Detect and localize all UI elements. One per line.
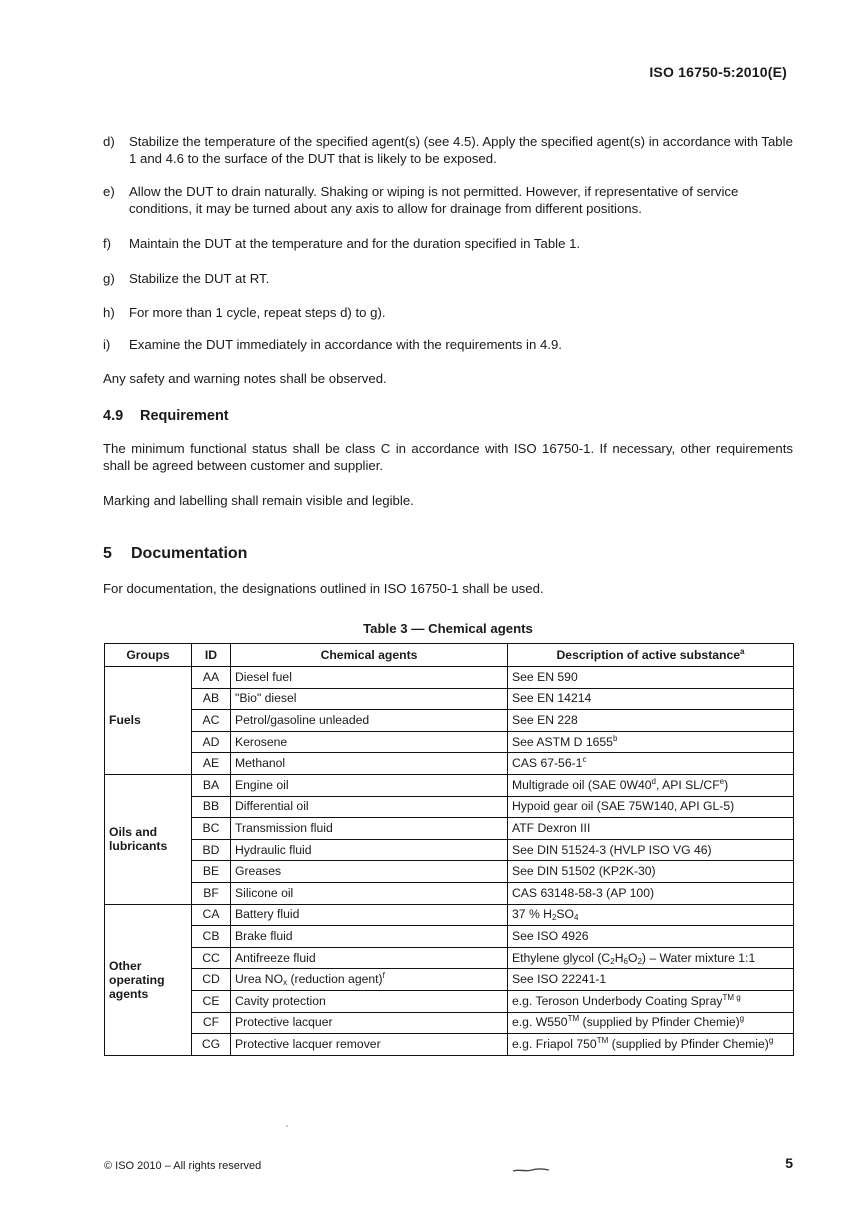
- description-cell: 37 % $H_2SO_4$: [508, 904, 794, 926]
- step-label: f): [103, 236, 112, 251]
- table-row: [105, 969, 794, 991]
- id-cell: BC: [192, 818, 231, 840]
- description-text: See ISO 4926: [512, 928, 589, 943]
- step-h: [103, 304, 793, 321]
- agent-cell: "Bio" diesel: [231, 688, 508, 710]
- description-cell: e.g. Teroson Underbody Coating Spray$^{TM g}$: [508, 990, 794, 1012]
- agent-cell: Urea $NO_x$ (reduction agent)$^f$: [231, 969, 508, 991]
- table-row: [105, 839, 794, 861]
- agent-cell: Diesel fuel: [231, 667, 508, 689]
- description-cell: [508, 969, 794, 991]
- id-cell: CD: [192, 969, 231, 991]
- section-number: 5: [103, 545, 112, 562]
- table-row: [105, 688, 794, 710]
- group-cell: Oils and lubricants: [105, 774, 192, 904]
- footnote-ref: b: [612, 733, 618, 743]
- description-text: Hypoid gear oil (SAE 75W140, API GL-5): [512, 799, 735, 814]
- agent-cell: Hydraulic fluid: [231, 839, 508, 861]
- agent-cell: Transmission fluid: [231, 818, 508, 840]
- agent-cell: Methanol: [231, 753, 508, 775]
- description-cell: Ethylene glycol $(C_2H_6O_2)$ – Water mixture 1:1: [508, 947, 794, 969]
- description-text: See EN 590: [512, 669, 578, 684]
- id-cell: CA: [192, 904, 231, 926]
- description-text: CAS 67-56-1: [512, 756, 583, 771]
- header-description: [508, 644, 794, 667]
- section-heading-4-9: [103, 408, 229, 424]
- page-number: 5: [785, 1155, 793, 1171]
- id-cell: AA: [192, 667, 231, 689]
- step-text: Examine the DUT immediately in accordance with the requirements in 4.9.: [129, 337, 562, 352]
- safety-note: Any safety and warning notes shall be observed.: [103, 371, 387, 386]
- step-f: [103, 235, 793, 252]
- agent-cell: Silicone oil: [231, 882, 508, 904]
- group-cell: Other operating agents: [105, 904, 192, 1055]
- scan-mark: [512, 1168, 550, 1173]
- step-e: [103, 183, 793, 217]
- description-cell: [508, 882, 794, 904]
- group-cell: Fuels: [105, 667, 192, 775]
- header-id: ID: [192, 644, 231, 667]
- copyright-notice: © ISO 2010 – All rights reserved: [104, 1160, 262, 1172]
- requirement-paragraph: The minimum functional status shall be class C in accordance with ISO 16750-1. If necessary, other requirements shall be agreed between customer and supplier.: [103, 441, 793, 473]
- step-g: [103, 270, 793, 287]
- id-cell: BD: [192, 839, 231, 861]
- id-cell: CG: [192, 1034, 231, 1056]
- description-cell: [508, 818, 794, 840]
- description-text: See ISO 22241-1: [512, 972, 607, 987]
- id-cell: BA: [192, 774, 231, 796]
- footnote-ref: a: [740, 646, 745, 656]
- agent-cell: Petrol/gasoline unleaded: [231, 710, 508, 732]
- step-label: g): [103, 271, 115, 286]
- table-row: [105, 990, 794, 1012]
- agent-cell: Protective lacquer remover: [231, 1034, 508, 1056]
- page-speck: [286, 1125, 288, 1127]
- agent-cell: Protective lacquer: [231, 1012, 508, 1034]
- table-row: [105, 731, 794, 753]
- id-cell: BE: [192, 861, 231, 883]
- chemical-agents-table: [104, 643, 794, 1056]
- documentation-paragraph: For documentation, the designations outlined in ISO 16750-1 shall be used.: [103, 581, 544, 596]
- table-row: [105, 904, 794, 926]
- agent-cell: Engine oil: [231, 774, 508, 796]
- id-cell: AD: [192, 731, 231, 753]
- section-heading-5: [103, 545, 247, 563]
- footnote-ref: c: [582, 755, 587, 765]
- table-row: [105, 861, 794, 883]
- description-cell: [508, 753, 794, 775]
- table-row: [105, 753, 794, 775]
- table-caption: Table 3 — Chemical agents: [363, 621, 533, 636]
- agent-cell: Brake fluid: [231, 926, 508, 948]
- agent-cell: Kerosene: [231, 731, 508, 753]
- id-cell: AB: [192, 688, 231, 710]
- description-text: See EN 228: [512, 712, 578, 727]
- table-row: [105, 796, 794, 818]
- description-cell: [508, 731, 794, 753]
- step-label: d): [103, 134, 115, 149]
- section-number: 4.9: [103, 408, 124, 424]
- description-cell: Multigrade oil (SAE 0W40$^d$, API $SL/CF^e$): [508, 774, 794, 796]
- table-row: [105, 882, 794, 904]
- description-text: See ASTM D 1655: [512, 734, 613, 749]
- section-title: Requirement: [140, 408, 229, 424]
- description-cell: [508, 861, 794, 883]
- table-row: [105, 667, 794, 689]
- table-row: [105, 818, 794, 840]
- step-text: Maintain the DUT at the temperature and for the duration specified in Table 1.: [129, 236, 581, 251]
- step-i: [103, 336, 793, 353]
- header-agents: Chemical agents: [231, 644, 508, 667]
- section-title: Documentation: [131, 545, 248, 562]
- id-cell: AE: [192, 753, 231, 775]
- description-cell: e.g. Friapol 750™ (supplied by Pfinder Chemie)$^g$: [508, 1034, 794, 1056]
- header-description-label: Description of active substance: [556, 647, 741, 662]
- description-cell: [508, 796, 794, 818]
- id-cell: CC: [192, 947, 231, 969]
- table-row: [105, 926, 794, 948]
- step-text: Stabilize the temperature of the specified agent(s) (see 4.5). Apply the specified agent(s) in accordance with Table 1 and 4.6 to the surface of the DUT that is likely to be exposed.: [129, 134, 793, 166]
- description-text: ATF Dexron III: [512, 820, 591, 835]
- description-cell: e.g. W550™ (supplied by Pfinder Chemie)$^g$: [508, 1012, 794, 1034]
- agent-cell: Greases: [231, 861, 508, 883]
- step-label: h): [103, 305, 115, 320]
- description-cell: [508, 667, 794, 689]
- table-row: [105, 710, 794, 732]
- table-row: [105, 1012, 794, 1034]
- description-cell: [508, 926, 794, 948]
- step-text: Stabilize the DUT at RT.: [129, 271, 270, 286]
- id-cell: CB: [192, 926, 231, 948]
- table-header-row: [105, 644, 794, 667]
- id-cell: CF: [192, 1012, 231, 1034]
- description-text: See EN 14214: [512, 691, 592, 706]
- description-text: CAS 63148-58-3 (AP 100): [512, 885, 655, 900]
- agent-cell: Battery fluid: [231, 904, 508, 926]
- description-cell: [508, 688, 794, 710]
- step-d: [103, 133, 793, 167]
- id-cell: AC: [192, 710, 231, 732]
- id-cell: BF: [192, 882, 231, 904]
- agent-cell: Differential oil: [231, 796, 508, 818]
- description-text: See DIN 51502 (KP2K-30): [512, 864, 656, 879]
- step-label: i): [103, 337, 111, 352]
- step-label: e): [103, 184, 115, 199]
- agent-cell: Cavity protection: [231, 990, 508, 1012]
- description-cell: [508, 839, 794, 861]
- table-row: [105, 774, 794, 796]
- agent-cell: Antifreeze fluid: [231, 947, 508, 969]
- step-text: Allow the DUT to drain naturally. Shaking or wiping is not permitted. However, if representative of service conditions, it may be turned about any axis to allow for drainage from different positions.: [129, 184, 739, 216]
- id-cell: BB: [192, 796, 231, 818]
- header-groups: Groups: [105, 644, 192, 667]
- table-row: [105, 947, 794, 969]
- document-id: ISO 16750-5:2010(E): [649, 64, 787, 80]
- step-text: For more than 1 cycle, repeat steps d) to g).: [129, 305, 386, 320]
- id-cell: CE: [192, 990, 231, 1012]
- table-row: [105, 1034, 794, 1056]
- description-cell: [508, 710, 794, 732]
- marking-paragraph: Marking and labelling shall remain visible and legible.: [103, 493, 414, 508]
- description-text: See DIN 51524-3 (HVLP ISO VG 46): [512, 842, 712, 857]
